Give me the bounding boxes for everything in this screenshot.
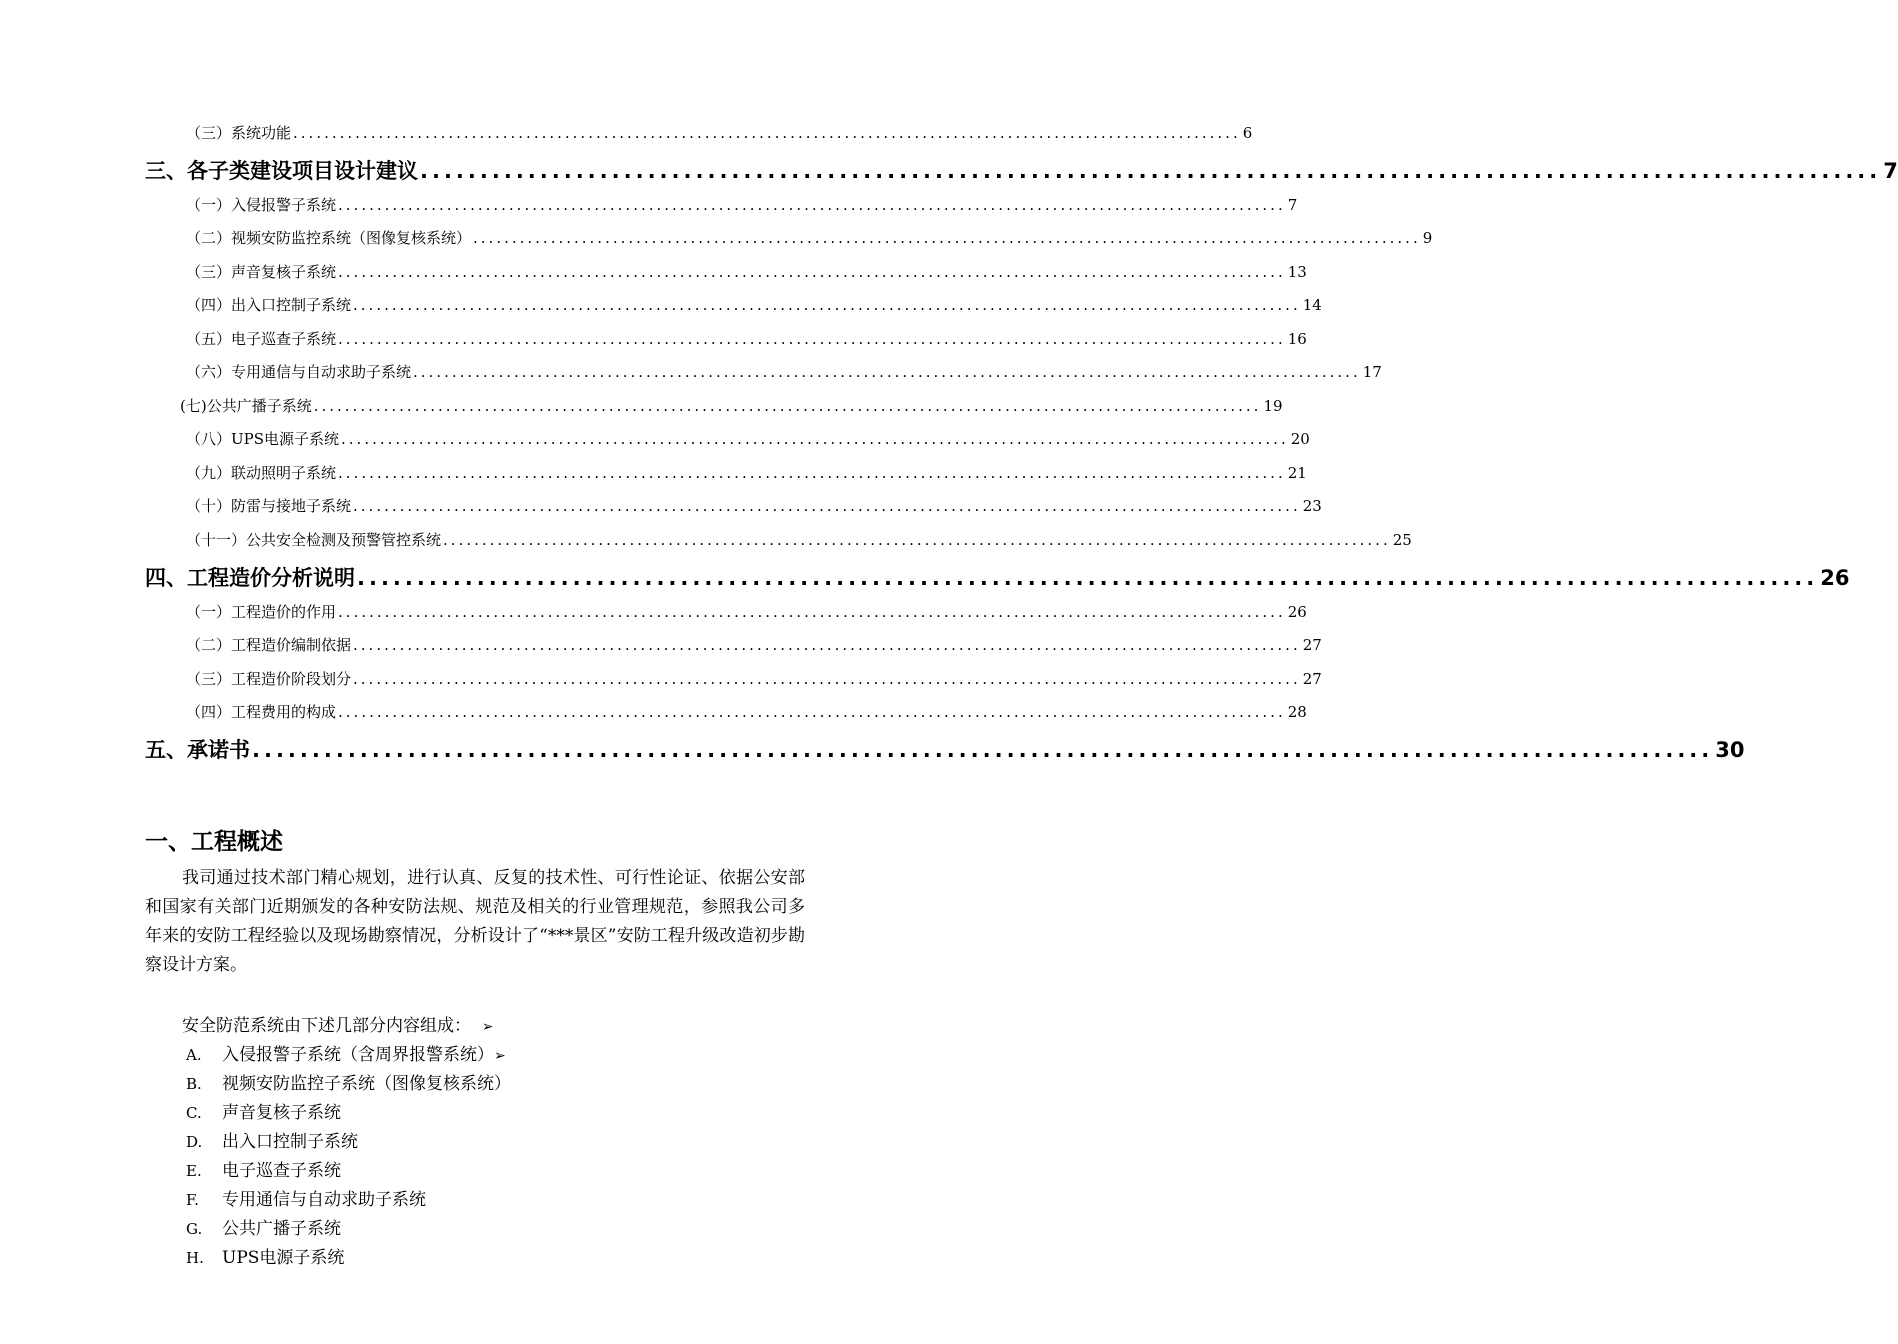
overview-paragraph: 我司通过技术部门精心规划，进行认真、反复的技术性、可行性论证、依据公安部和国家有关部门近期颁发的各种安防法规、规范及相关的行业管理规范，参照我公司多年来的安防工程经验以及现场勘察情况，分析设计了“***景区”安防工程升级改造初步勘察设计方案。 [145,868,805,975]
section-heading: 一、工程概述 [145,829,283,855]
toc-entry-title: 三、各子类建设项目设计建议 [145,159,418,183]
toc-entry-page: 20 [1290,430,1310,448]
toc-entry-title: （二）工程造价编制依据 [186,636,352,654]
list-item-letter: H. [186,1249,204,1267]
toc-leader-dots: .......................................................................................................................... [338,330,1286,348]
arrow-bullet-icon: ➢ [494,1048,506,1064]
list-item [186,1041,506,1071]
toc-entry-page: 16 [1287,330,1307,348]
toc-entry[interactable] [186,529,1412,551]
toc-entry-page: 26 [1287,603,1307,621]
toc-leader-dots: .......................................................................................................................... [341,430,1289,448]
toc-entry-title: (七)公共广播子系统 [180,397,312,415]
toc-entry[interactable] [186,601,1307,623]
toc-entry-page: 6 [1242,124,1253,142]
toc-leader-dots: .......................................................................................................................... [338,603,1286,621]
list-item-text: 视频安防监控子系统（图像复核系统） [222,1074,511,1094]
toc-leader-dots: .......................................................................................................................... [357,566,1819,590]
toc-entry[interactable] [186,122,1253,144]
toc-entry[interactable] [186,194,1298,216]
toc-entry-page: 25 [1392,531,1412,549]
list-item [186,1186,426,1215]
list-item-text: 出入口控制子系统 [222,1132,358,1152]
toc-entry-page: 23 [1302,497,1322,515]
list-item [186,1128,358,1157]
toc-entry-title: （八）UPS电源子系统 [186,430,340,448]
toc-entry[interactable] [186,227,1433,249]
toc-leader-dots: .......................................................................................................................... [353,670,1301,688]
list-item [186,1244,344,1273]
toc-entry[interactable] [186,361,1382,383]
toc-entry[interactable] [145,155,1898,183]
toc-entry[interactable] [186,261,1307,283]
toc-entry[interactable] [145,734,1745,762]
toc-entry-page: 19 [1263,397,1283,415]
toc-entry[interactable] [186,668,1322,690]
toc-leader-dots: .......................................................................................................................... [338,703,1286,721]
toc-entry-page: 7 [1287,196,1298,214]
toc-entry-title: 五、承诺书 [145,738,250,762]
toc-leader-dots: .......................................................................................................................... [353,636,1301,654]
toc-entry-title: （五）电子巡查子系统 [186,330,337,348]
toc-leader-dots: .......................................................................................................................... [313,397,1262,415]
arrow-bullet-icon: ➢ [481,1019,494,1035]
toc-leader-dots: .......................................................................................................................... [473,229,1421,247]
toc-leader-dots: .......................................................................................................................... [420,159,1882,183]
toc-entry-title: （三）系统功能 [186,124,292,142]
toc-entry[interactable] [186,428,1310,450]
list-item-letter: C. [186,1104,202,1122]
list-item-text: 声音复核子系统 [222,1103,341,1123]
toc-entry-title: （一）入侵报警子系统 [186,196,337,214]
toc-entry-page: 27 [1302,636,1322,654]
toc-leader-dots: .......................................................................................................................... [252,738,1714,762]
toc-leader-dots: .......................................................................................................................... [443,531,1391,549]
toc-entry-page: 9 [1422,229,1433,247]
toc-entry-page: 28 [1287,703,1307,721]
toc-entry-page: 21 [1287,464,1307,482]
list-item-text: 入侵报警子系统（含周界报警系统） [222,1045,494,1065]
composition-intro [182,1012,494,1042]
list-item-letter: A. [186,1046,202,1064]
toc-leader-dots: .......................................................................................................................... [353,296,1301,314]
toc-entry[interactable] [186,328,1307,350]
list-item-text: 公共广播子系统 [222,1219,341,1239]
list-item-letter: G. [186,1220,203,1238]
toc-leader-dots: .......................................................................................................................... [353,497,1301,515]
toc-entry-title: （一）工程造价的作用 [186,603,337,621]
toc-entry-title: 四、工程造价分析说明 [145,566,355,590]
toc-entry[interactable] [186,634,1322,656]
toc-entry-page: 13 [1287,263,1307,281]
toc-entry[interactable] [186,495,1322,517]
toc-entry-title: （三）声音复核子系统 [186,263,337,281]
toc-entry-title: （四）出入口控制子系统 [186,296,352,314]
toc-leader-dots: .......................................................................................................................... [293,124,1241,142]
toc-entry[interactable] [186,701,1307,723]
list-item-letter: F. [186,1191,199,1209]
list-item [186,1099,341,1128]
toc-leader-dots: .......................................................................................................................... [338,196,1286,214]
toc-leader-dots: .......................................................................................................................... [413,363,1361,381]
list-item-text: 电子巡查子系统 [222,1161,341,1181]
list-item-letter: E. [186,1162,202,1180]
toc-entry-page: 27 [1302,670,1322,688]
toc-entry-page: 14 [1302,296,1322,314]
toc-entry-title: （十）防雷与接地子系统 [186,497,352,515]
toc-entry[interactable] [180,395,1283,417]
list-item-letter: B. [186,1075,202,1093]
toc-leader-dots: .......................................................................................................................... [338,464,1286,482]
toc-entry-title: （三）工程造价阶段划分 [186,670,352,688]
toc-entry-page: 30 [1715,738,1745,762]
toc-entry-title: （十一）公共安全检测及预警管控系统 [186,531,442,549]
toc-entry-title: （四）工程费用的构成 [186,703,337,721]
toc-entry-page: 26 [1820,566,1850,590]
toc-entry[interactable] [145,562,1850,590]
toc-entry[interactable] [186,462,1307,484]
list-item [186,1215,341,1244]
toc-entry-page: 17 [1362,363,1382,381]
toc-entry-title: （六）专用通信与自动求助子系统 [186,363,412,381]
list-item-letter: D. [186,1133,203,1151]
toc-entry[interactable] [186,294,1322,316]
toc-entry-title: （九）联动照明子系统 [186,464,337,482]
toc-entry-page: 7 [1883,159,1898,183]
list-item-text: 专用通信与自动求助子系统 [222,1190,426,1210]
toc-leader-dots: .......................................................................................................................... [338,263,1286,281]
list-item-text: UPS电源子系统 [222,1248,345,1268]
toc-entry-title: （二）视频安防监控系统（图像复核系统） [186,229,472,247]
list-item [186,1157,341,1186]
list-item [186,1070,511,1099]
composition-intro-text: 安全防范系统由下述几部分内容组成： [182,1016,471,1036]
